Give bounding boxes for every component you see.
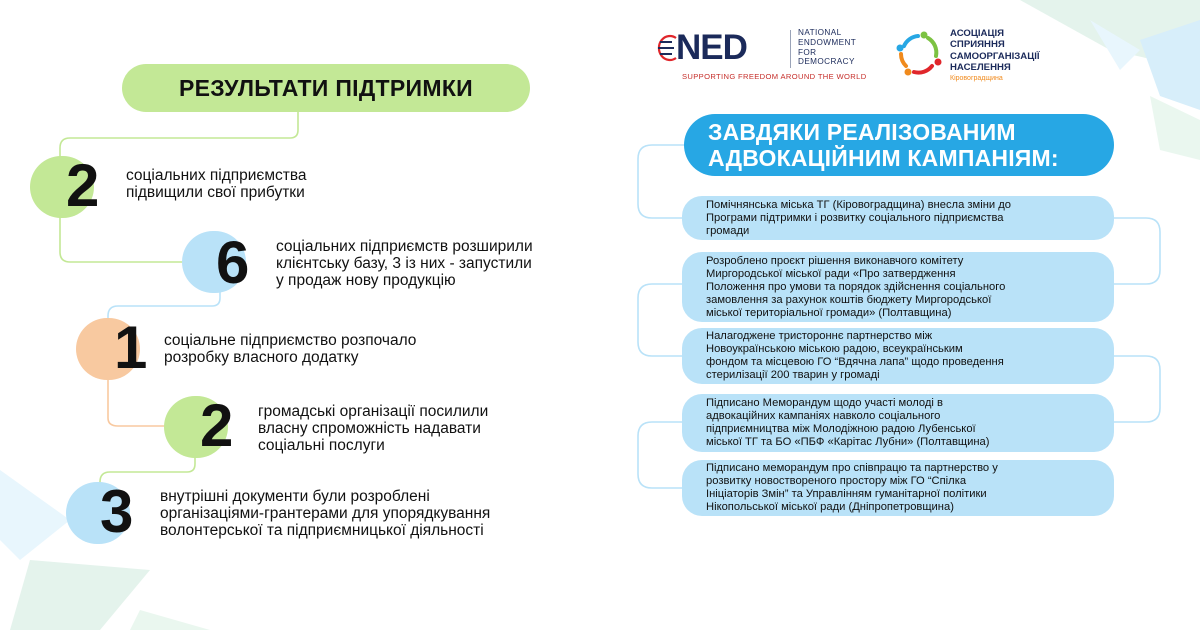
result-description: соціальних підприємства підвищили свої прибутки [126, 167, 307, 201]
campaigns-title: ЗАВДЯКИ РЕАЛІЗОВАНИМ АДВОКАЦІЙНИМ КАМПАНІЯМ: [684, 114, 1114, 176]
ned-tagline: SUPPORTING FREEDOM AROUND THE WORLD [682, 72, 867, 81]
campaign-card [682, 252, 1114, 322]
result-number: 6 [216, 229, 250, 296]
campaign-text: Підписано меморандум про співпрацю та партнерство у розвитку новоствореного простору між ГО “Спілка Ініціаторів Змін” та Управлінням гуманітарної політики Нікопольської міської ради (Дніпропетровщина) [706, 462, 998, 513]
result-number: 2 [200, 392, 234, 459]
ned-wordmark: NED [676, 28, 747, 67]
result-number: 3 [100, 478, 134, 545]
campaign-text: Помічнянська міська ТГ (Кіровоградщина) внесла зміни до Програми підтримки і розвитку соціального підприємства громади [706, 198, 1011, 237]
campaign-card [682, 196, 1114, 240]
result-description: громадські організації посилили власну спроможність надавати соціальні послуги [258, 403, 489, 454]
results-title: РЕЗУЛЬТАТИ ПІДТРИМКИ [122, 64, 530, 112]
campaign-text: Налагоджене тристороннє партнерство між Новоукраїнською міською радою, всеукраїнським фондом та місцевою ГО “Вдячна лапа” щодо проведення стерилізації 200 тварин у громаді [706, 330, 1004, 381]
campaign-card [682, 394, 1114, 452]
result-description: соціальне підприємство розпочало розробку власного додатку [164, 332, 417, 366]
result-number: 1 [114, 314, 148, 381]
association-name: АСОЦІАЦІЯ СПРИЯННЯ САМООРГАНІЗАЦІЇ НАСЕЛЕННЯ [950, 28, 1040, 74]
campaign-card [682, 460, 1114, 516]
ned-full-name: NATIONAL ENDOWMENT FOR DEMOCRACY [798, 28, 857, 67]
campaign-card [682, 328, 1114, 384]
campaign-text: Розроблено проєкт рішення виконавчого комітету Миргородської міської ради «Про затвердження Положення про умови та порядок здійснення соціального замовлення за рахунок коштів бюджету Миргородської міської територіальної громади» (Полтавщина) [706, 254, 1006, 319]
people-circle-icon [896, 30, 942, 78]
association-logo [896, 28, 1056, 84]
result-description: внутрішні документи були розроблені організаціями-грантерами для упорядкування волонтерської та підприємницької діяльності [160, 488, 491, 539]
ned-divider [790, 30, 791, 68]
result-description: соціальних підприємств розширили клієнтську базу, 3 із них - запустили у продаж нову продукцію [276, 238, 533, 289]
association-region: Кіровоградщина [950, 75, 1003, 82]
result-number: 2 [66, 152, 100, 219]
ned-logo [656, 28, 886, 84]
ned-globe-icon [656, 34, 678, 62]
campaign-text: Підписано Меморандум щодо участі молоді в адвокаційних кампаніях навколо соціального підприємництва між Молодіжною радою Лубенської міської ТГ та БО «ПБФ «Карітас Лубни» (Полтавщина) [706, 397, 990, 448]
